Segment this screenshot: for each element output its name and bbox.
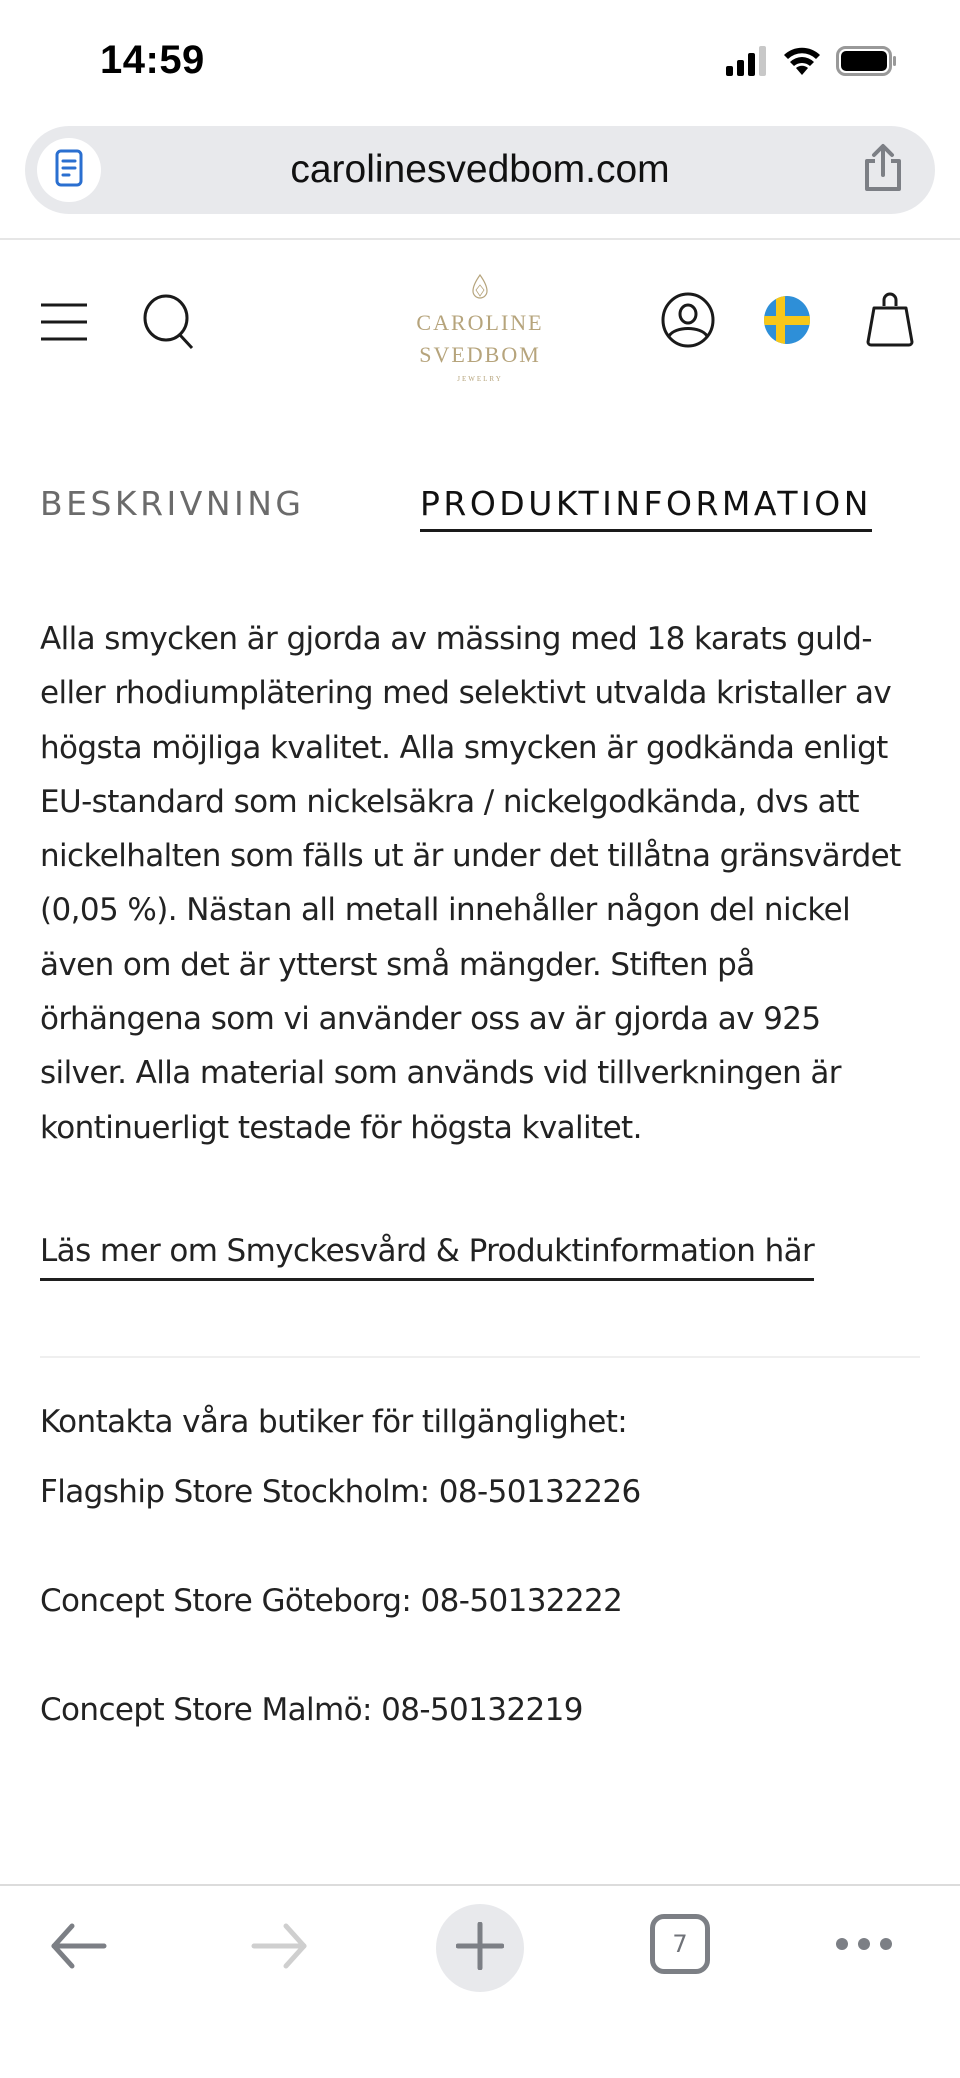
forward-button[interactable]: [248, 1916, 312, 1980]
tab-beskrivning[interactable]: BESKRIVNING: [40, 484, 305, 523]
shopping-bag-icon: [864, 292, 916, 353]
status-icons: [726, 46, 898, 81]
menu-button[interactable]: [38, 298, 90, 350]
url-bar[interactable]: [25, 126, 935, 214]
new-tab-button[interactable]: [436, 1904, 524, 1992]
read-more-link[interactable]: Läs mer om Smyckesvård & Produktinformation här: [40, 1228, 814, 1281]
account-button[interactable]: [660, 294, 716, 350]
logo-line-2: SVEDBOM: [419, 342, 541, 367]
more-dots-icon: [834, 1936, 894, 1957]
store-malmo: Concept Store Malmö: 08-50132219: [40, 1692, 583, 1728]
logo-line-1: CAROLINE: [416, 310, 544, 335]
back-arrow-icon: [48, 1922, 108, 1975]
contact-heading: Kontakta våra butiker för tillgänglighet:: [40, 1404, 628, 1440]
site-header: [0, 260, 960, 390]
cart-button[interactable]: [862, 294, 918, 350]
forward-arrow-icon: [250, 1922, 310, 1975]
cellular-signal-icon: [726, 46, 768, 81]
site-logo[interactable]: [400, 274, 560, 383]
url-text[interactable]: carolinesvedbom.com: [290, 148, 670, 191]
wifi-icon: [782, 46, 822, 81]
plus-icon: [456, 1922, 504, 1975]
account-icon: [660, 292, 716, 353]
search-button[interactable]: [140, 294, 200, 354]
status-bar: [0, 0, 960, 120]
product-tabs: [40, 484, 920, 540]
hamburger-menu-icon: [39, 301, 89, 348]
content-divider: [40, 1356, 920, 1358]
status-time: 14:59: [100, 38, 205, 82]
search-icon: [142, 294, 198, 355]
share-button[interactable]: [857, 144, 909, 196]
logo-line-3: JEWELRY: [457, 375, 503, 383]
top-divider: [0, 238, 960, 240]
store-stockholm: Flagship Store Stockholm: 08-50132226: [40, 1474, 641, 1510]
product-info-paragraph: Alla smycken är gjorda av mässing med 18 karats guld- eller rhodiumplätering med selektivt utvalda kristaller av högsta möjliga kvalitet. Alla smycken är godkända enligt EU-standard som nickelsäkra / nickelgodkända, dvs att nickelhalten som fälls ut är under det tillåtna gränsvärdet (0,05 %). Nästan all metall innehåller någon del nickel även om det är ytterst små mängder. Stiften på örhängena som vi använder oss av är gjorda av 925 silver. Alla material som används vid tillverkningen är kontinuerligt testade för högsta kvalitet.: [40, 621, 901, 1146]
sweden-flag-icon: [763, 295, 811, 350]
battery-icon: [836, 46, 898, 81]
diamond-logo-icon: [471, 274, 489, 300]
country-selector[interactable]: [762, 296, 812, 348]
store-goteborg: Concept Store Göteborg: 08-50132222: [40, 1583, 623, 1619]
back-button[interactable]: [46, 1916, 110, 1980]
tab-count: 7: [672, 1930, 688, 1958]
browser-toolbar: [0, 1886, 960, 2078]
tab-switcher-button[interactable]: [650, 1914, 710, 1974]
share-icon: [861, 143, 905, 198]
tab-produktinformation[interactable]: PRODUKTINFORMATION: [420, 484, 872, 532]
more-button[interactable]: [832, 1926, 896, 1966]
